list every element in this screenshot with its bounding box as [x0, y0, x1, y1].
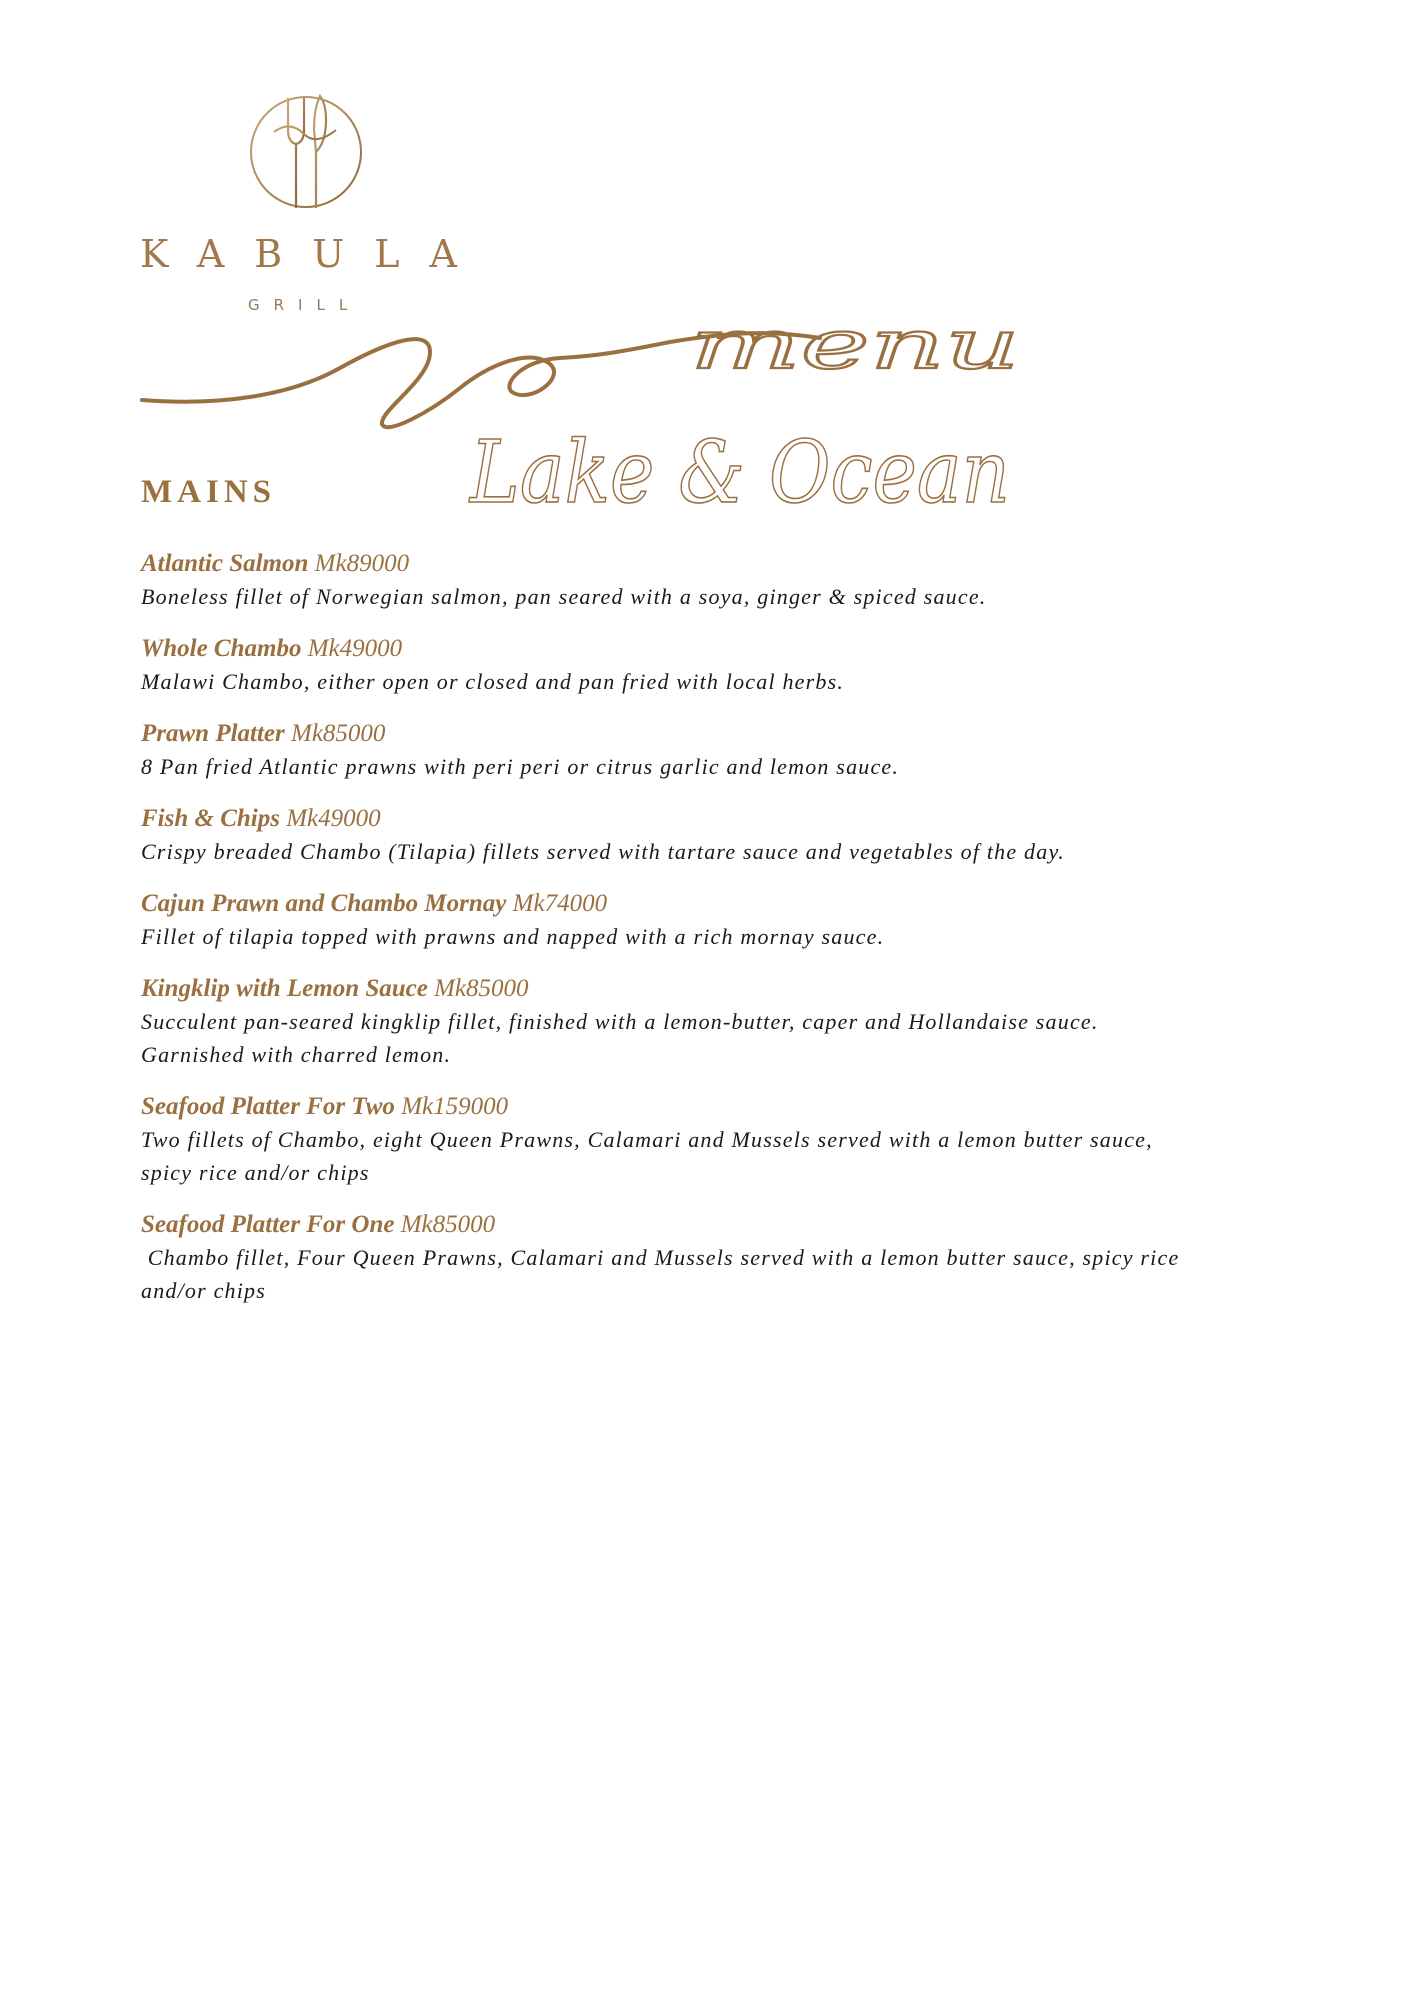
menu-item-description: Chambo fillet, Four Queen Prawns, Calamari and Mussels served with a lemon butter sauce, spicy rice and/or chips	[141, 1245, 1180, 1303]
menu-item-heading	[141, 888, 1291, 920]
menu-item-price: Mk89000	[314, 550, 410, 577]
menu-item-heading	[141, 1209, 1291, 1241]
menu-item-price: Mk85000	[434, 975, 529, 1002]
menu-item-name: Seafood Platter For One	[141, 1211, 395, 1238]
menu-item	[141, 548, 1291, 613]
menu-item	[141, 718, 1291, 783]
section-title-mains: MAINS	[141, 474, 277, 510]
menu-item-name: Seafood Platter For Two	[141, 1093, 395, 1120]
brand-name: KABULA	[140, 232, 487, 276]
menu-item-description: Boneless fillet of Norwegian salmon, pan seared with a soya, ginger & spiced sauce.	[141, 584, 987, 609]
menu-item-description: Two fillets of Chambo, eight Queen Prawns, Calamari and Mussels served with a lemon butter sauce, spicy rice and/or chips	[141, 1127, 1153, 1185]
menu-item-heading	[141, 633, 1291, 665]
menu-item-heading	[141, 803, 1291, 835]
menu-item	[141, 633, 1291, 698]
menu-item-price: Mk49000	[307, 635, 403, 662]
menu-item-heading	[141, 973, 1291, 1005]
menu-item	[141, 1091, 1291, 1189]
menu-item-price: Mk49000	[286, 805, 381, 832]
menu-item	[141, 803, 1291, 868]
menu-script-title: menu	[690, 320, 1020, 385]
menu-item-name: Whole Chambo	[141, 635, 302, 662]
menu-item-description: Succulent pan-seared kingklip fillet, finished with a lemon-butter, caper and Hollandaise sauce. Garnished with charred lemon.	[141, 1009, 1099, 1067]
menu-item-heading	[141, 1091, 1291, 1123]
menu-item-price: Mk159000	[401, 1093, 509, 1120]
menu-item-price: Mk74000	[512, 890, 608, 917]
menu-item-name: Prawn Platter	[141, 720, 285, 747]
menu-item-description: Crispy breaded Chambo (Tilapia) fillets served with tartare sauce and vegetables of the day.	[141, 839, 1065, 864]
menu-item	[141, 1209, 1291, 1307]
menu-item	[141, 888, 1291, 953]
menu-item-name: Atlantic Salmon	[141, 550, 309, 577]
menu-item-name: Kingklip with Lemon Sauce	[141, 975, 428, 1002]
fork-knife-logo-icon	[244, 90, 368, 214]
menu-item-description: 8 Pan fried Atlantic prawns with peri peri or citrus garlic and lemon sauce.	[141, 754, 900, 779]
menu-item-heading	[141, 718, 1291, 750]
menu-item-list	[141, 548, 1291, 1327]
menu-item-description: Malawi Chambo, either open or closed and pan fried with local herbs.	[141, 669, 845, 694]
menu-item-heading	[141, 548, 1291, 580]
menu-item	[141, 973, 1291, 1071]
menu-item-description: Fillet of tilapia topped with prawns and napped with a rich mornay sauce.	[141, 924, 885, 949]
lake-ocean-script-subtitle: Lake & Ocean	[468, 423, 1010, 523]
menu-item-price: Mk85000	[400, 1211, 496, 1238]
menu-item-name: Cajun Prawn and Chambo Mornay	[141, 890, 507, 917]
menu-item-price: Mk85000	[291, 720, 386, 747]
menu-item-name: Fish & Chips	[141, 805, 280, 832]
brand-subtitle: GRILL	[248, 296, 362, 314]
